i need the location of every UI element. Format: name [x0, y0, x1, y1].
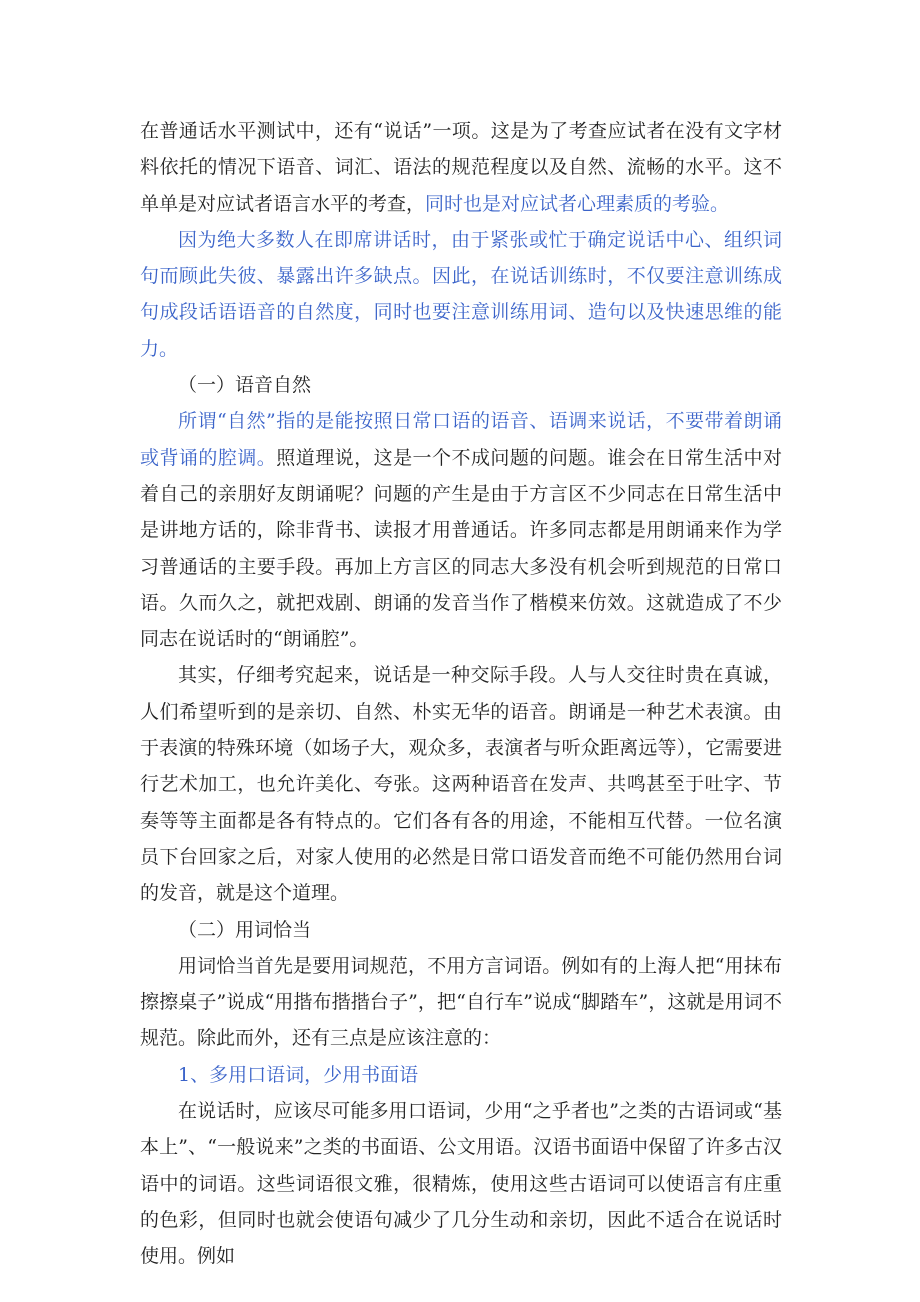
- intro-text: 在普通话水平测试中，还有“说话”一项。这是为了考查应试者在没有文字材料依托的情况下语音、词汇、语法的规范程度以及自然、流畅的水平。这不单单是对应试者语言水平的考查，: [140, 120, 782, 215]
- section-heading-2: （二）用词恰当: [178, 918, 312, 941]
- natural-text: 照道理说，这是一个不成问题的问题。谁会在日常生活中对着自己的亲朋好友朗诵呢？问题的产生是由于方言区不少同志在日常生活中是讲地方话的，除非背书、读报才用普通话。许多同志都是用朗诵来作为学习普通话的主要手段。再加上方言区的同志大多没有机会听到规范的日常口语。久而久之，就把戏剧、朗诵的发音当作了楷模来仿效。这就造成了不少同志在说话时的“朗诵腔”。: [140, 446, 782, 651]
- subheading-1: 1、多用口语词，少用书面语: [178, 1063, 419, 1086]
- natural-highlight: 所谓“自然”指的是能按照日常口语的语音、语调来说话，不要带着朗诵或背诵的腔调。: [140, 410, 782, 469]
- paragraph-reason: 因为绝大多数人在即席讲话时，由于紧张或忙于确定说话中心、组织词句而顾此失彼、暴露出许多缺点。因此，在说话训练时，不仅要注意训练成句成段话语语音的自然度，同时也要注意训练用词、造句以及快速思维的能力。: [140, 228, 782, 360]
- paragraph-communication: 其实，仔细考究起来，说话是一种交际手段。人与人交往时贵在真诚，人们希望听到的是亲切、自然、朴实无华的语音。朗诵是一种艺术表演。由于表演的特殊环境（如场子大，观众多，表演者与听众距离远等），它需要进行艺术加工，也允许美化、夸张。这两种语音在发声、共鸣甚至于吐字、节奏等等主面都是各有特点的。它们各有各的用途，不能相互代替。一位名演员下台回家之后，对家人使用的必然是日常口语发音而绝不可能仍然用台词的发音，就是这个道理。: [140, 664, 782, 905]
- intro-highlight: 同时也是对应试者心理素质的考验。: [425, 192, 730, 215]
- paragraph-intro: [140, 113, 782, 222]
- paragraph-spoken-words: 在说话时，应该尽可能多用口语词，少用“之乎者也”之类的古语词或“基本上”、“一般说来”之类的书面语、公文用语。汉语书面语中保留了许多古汉语中的词语。这些词语很文雅，很精炼，使用这些古语词可以使语言有庄重的色彩，但同时也就会使语句减少了几分生动和亲切，因此不适合在说话时使用。例如: [140, 1100, 782, 1268]
- paragraph-natural: [140, 403, 782, 657]
- paragraph-word-use: 用词恰当首先是要用词规范，不用方言词语。例如有的上海人把“用抹布擦擦桌子”说成“用揩布揩揩台子”，把“自行车”说成“脚踏车”，这就是用词不规范。除此而外，还有三点是应该注意的：: [140, 954, 782, 1050]
- section-heading-1: （一）语音自然: [178, 374, 312, 397]
- document-page: [140, 113, 782, 1275]
